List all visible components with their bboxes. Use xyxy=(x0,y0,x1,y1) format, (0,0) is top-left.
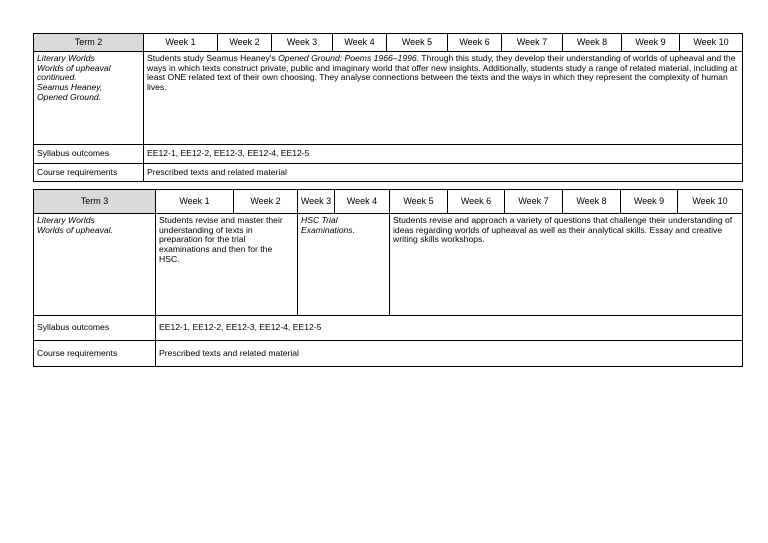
term2-description-title: Opened Ground: Poems 1966–1996 xyxy=(278,53,417,63)
term2-unit-cell xyxy=(34,52,144,145)
term3-week-1: Week 1 xyxy=(156,190,234,214)
term3-week-9: Week 9 xyxy=(621,190,678,214)
term3-week-8: Week 8 xyxy=(563,190,621,214)
term2-unit-line: Seamus Heaney, xyxy=(37,81,103,92)
term2-description-intro: Students study Seamus Heaney's xyxy=(147,53,279,63)
term3-table xyxy=(33,189,743,367)
term2-requirements-row xyxy=(34,164,743,182)
term3-trial-exams-block: HSC Trial Examinations. xyxy=(298,214,390,316)
term2-week-9: Week 9 xyxy=(622,34,680,52)
term2-week-7: Week 7 xyxy=(502,34,563,52)
term2-content-row xyxy=(34,52,743,145)
term2-week-8: Week 8 xyxy=(563,34,622,52)
term3-header-row xyxy=(34,190,743,214)
term3-week-4: Week 4 xyxy=(335,190,390,214)
term3-week-2: Week 2 xyxy=(234,190,298,214)
term2-unit-line: Opened Ground. xyxy=(37,91,102,102)
term2-unit-line: Literary Worlds xyxy=(37,53,95,63)
term2-label: Term 2 xyxy=(34,34,144,52)
term2-outcomes-label: Syllabus outcomes xyxy=(34,145,144,164)
term3-outcomes-row xyxy=(34,316,743,341)
term3-outcomes-value: EE12-1, EE12-2, EE12-3, EE12-4, EE12-5 xyxy=(156,316,743,341)
term3-unit-line: Worlds of upheaval. xyxy=(37,224,113,235)
term2-requirements-value: Prescribed texts and related material xyxy=(144,164,743,182)
term3-workshops-block: Students revise and approach a variety of questions that challenge their understanding of ideas regarding worlds of upheaval as well as their analytical skills. Essay and creative writing skills workshops. xyxy=(390,214,743,316)
term3-requirements-row xyxy=(34,341,743,367)
term2-week-4: Week 4 xyxy=(333,34,387,52)
term2-week-3: Week 3 xyxy=(272,34,333,52)
term2-week-10: Week 10 xyxy=(680,34,743,52)
term2-week-2: Week 2 xyxy=(218,34,272,52)
term3-unit-line: Literary Worlds xyxy=(37,215,95,225)
term2-week-6: Week 6 xyxy=(448,34,502,52)
term2-description xyxy=(144,52,743,145)
term3-unit-cell xyxy=(34,214,156,316)
term2-week-1: Week 1 xyxy=(144,34,218,52)
term3-outcomes-label: Syllabus outcomes xyxy=(34,316,156,341)
term2-unit-line: continued. xyxy=(37,72,77,83)
term2-header-row xyxy=(34,34,743,52)
term2-outcomes-row xyxy=(34,145,743,164)
term2-outcomes-value: EE12-1, EE12-2, EE12-3, EE12-4, EE12-5 xyxy=(144,145,743,164)
term3-requirements-value: Prescribed texts and related material xyxy=(156,341,743,367)
term3-requirements-label: Course requirements xyxy=(34,341,156,367)
term2-requirements-label: Course requirements xyxy=(34,164,144,182)
term3-week-3: Week 3 xyxy=(298,190,335,214)
term3-week-5: Week 5 xyxy=(390,190,448,214)
term3-revision-block: Students revise and master their understanding of texts in preparation for the trial examinations and then for the HSC. xyxy=(156,214,298,316)
term3-week-7: Week 7 xyxy=(505,190,563,214)
term2-week-5: Week 5 xyxy=(387,34,448,52)
term2-unit-line: Worlds of upheaval xyxy=(37,62,111,73)
term2-description-rest: . Through this study, they develop their understanding of worlds of upheaval and the ways in which texts construct private, public and imaginary world that offer new insights. Additionally, students study a range of related material, including at least ONE related text of their own choosing. They analyse connections between the texts and the ways in which they represent the complexity of human lives. xyxy=(147,53,738,92)
term3-week-10: Week 10 xyxy=(678,190,743,214)
term3-week-6: Week 6 xyxy=(448,190,505,214)
term2-table xyxy=(33,33,743,182)
term3-label: Term 3 xyxy=(34,190,156,214)
term3-content-row xyxy=(34,214,743,316)
